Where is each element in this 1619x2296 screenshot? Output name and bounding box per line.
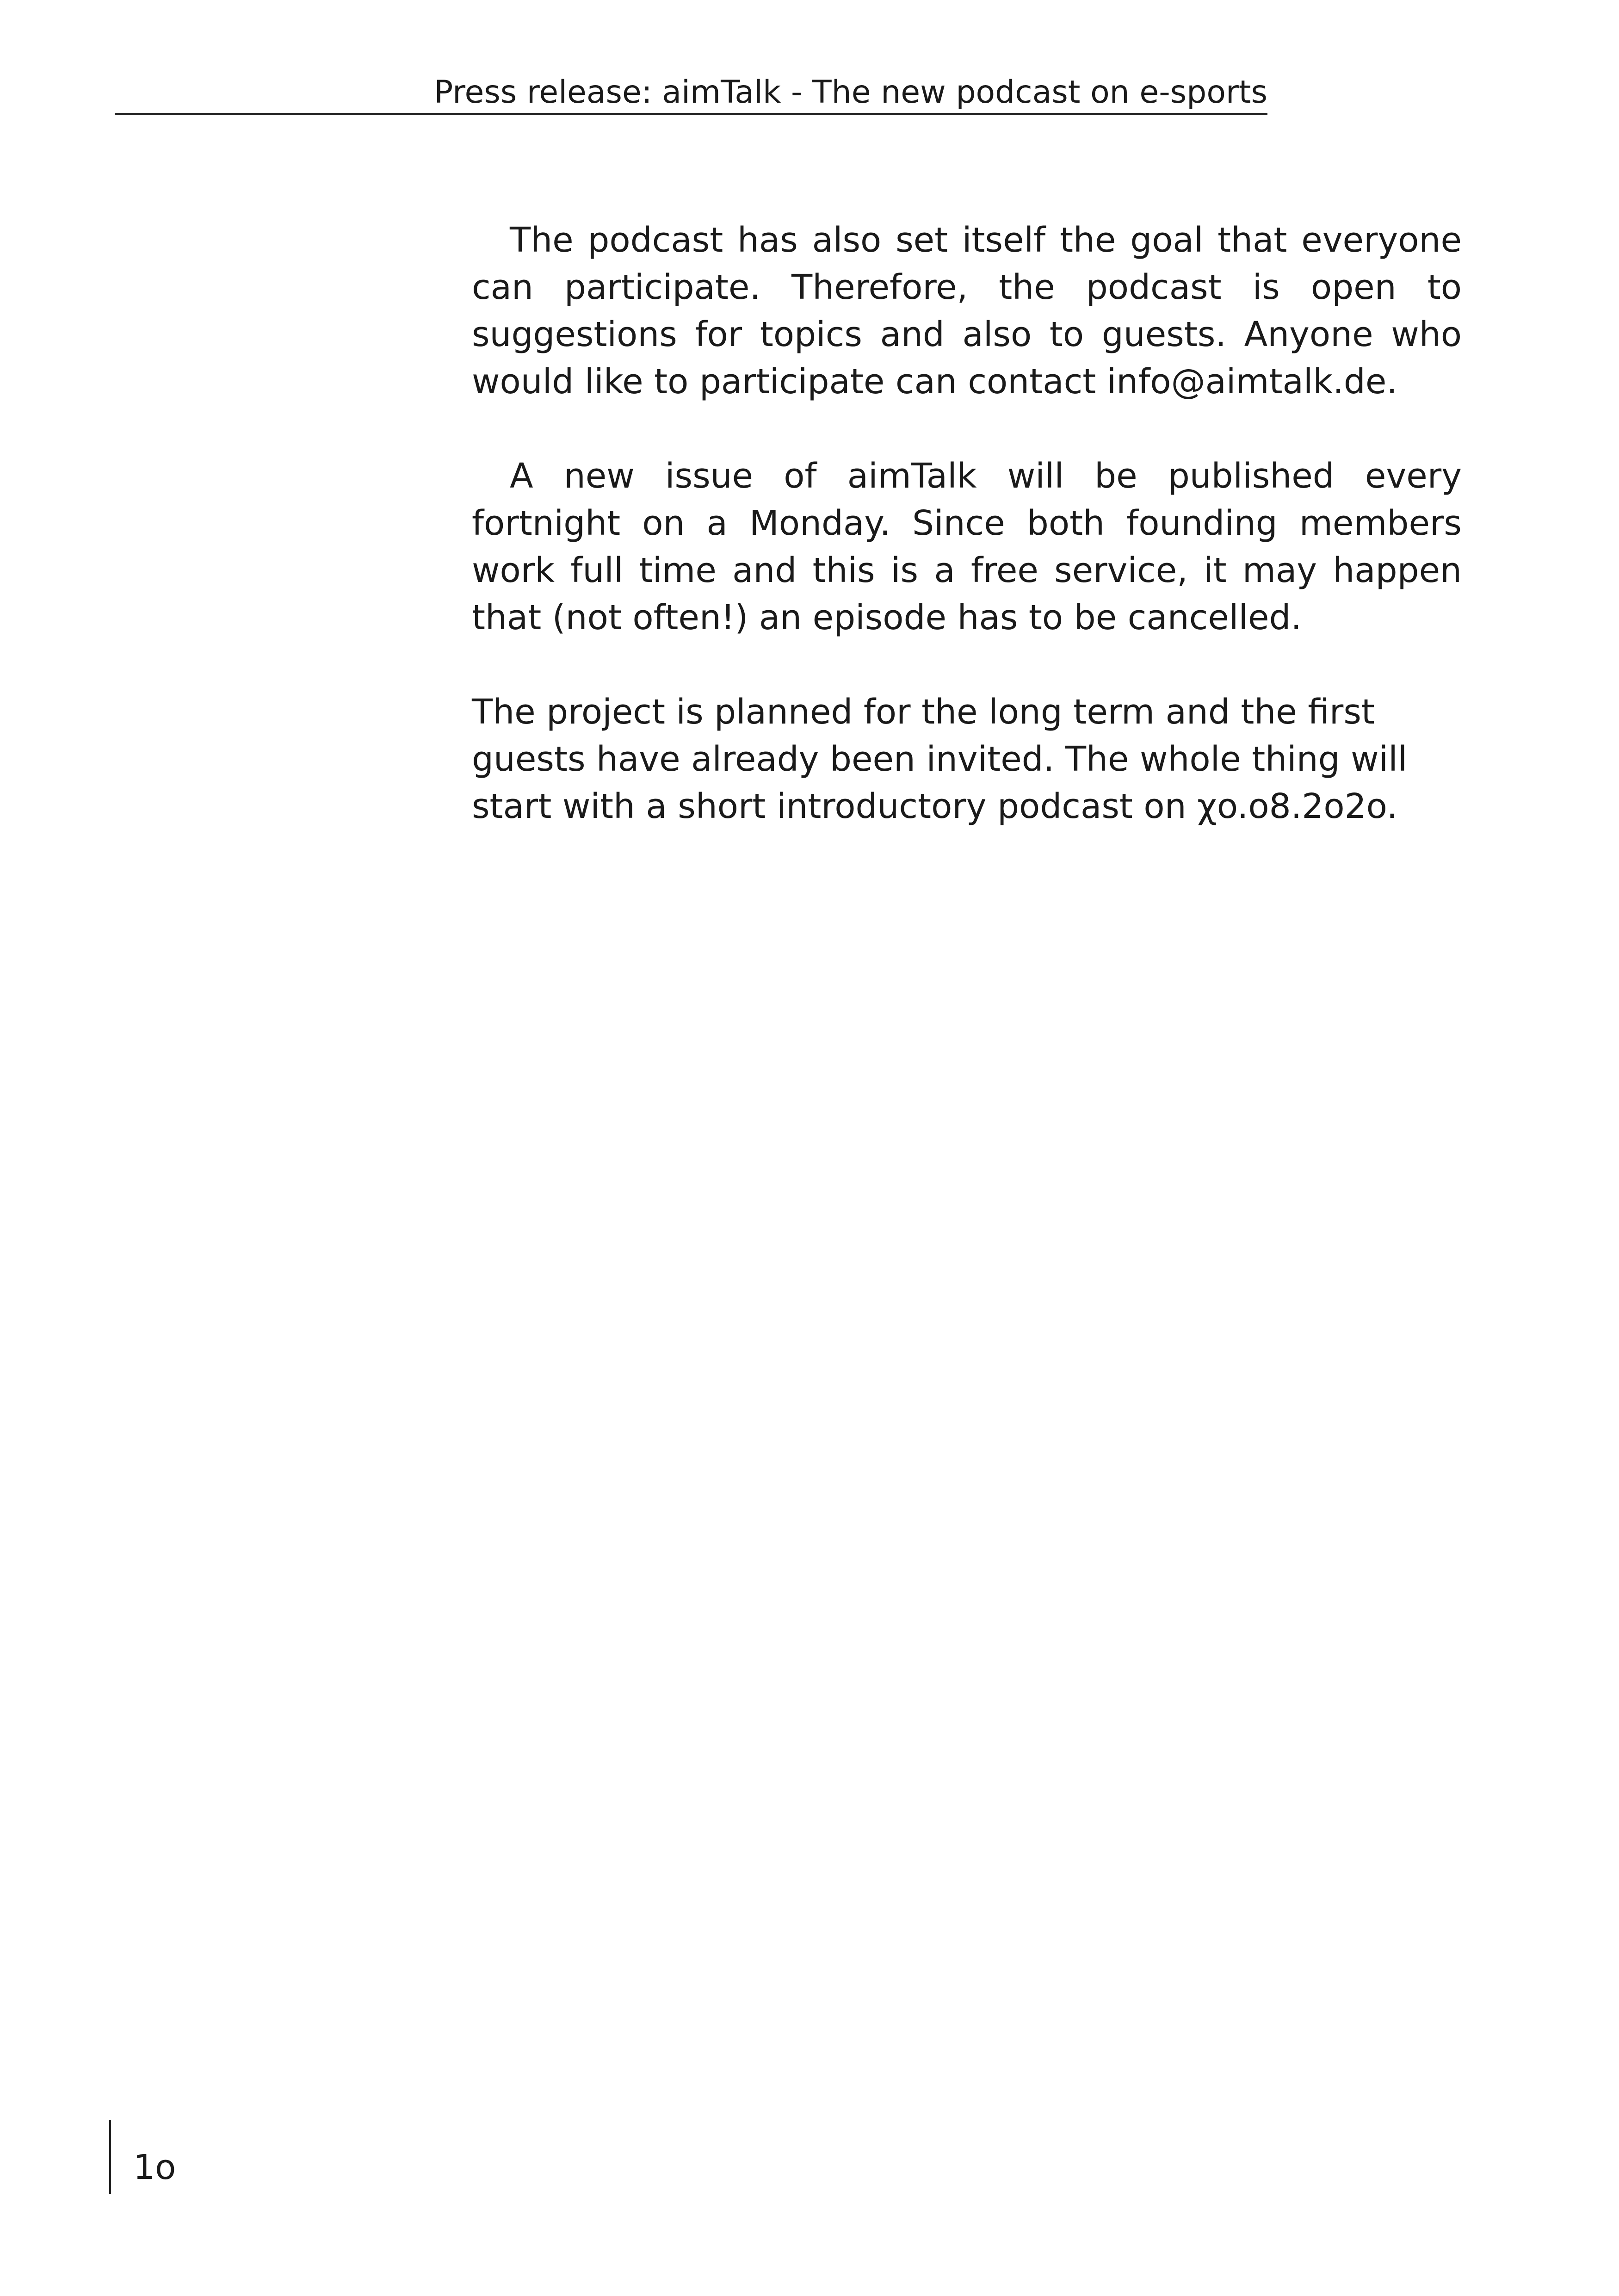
running-header-title: Press release: aimTalk - The new podcast on e-sports <box>434 74 1267 111</box>
paragraph-schedule: A new issue of aimTalk will be published every fortnight on a Monday. Since both founding members work full time and this is a free service, it may happen that (not often!) an episode has to be cancelled. <box>472 456 1462 637</box>
page-number: 1o <box>133 2147 176 2187</box>
paragraph-project-start: The project is planned for the long term and the first guests have already been invited. The whole thing will start with a short introductory podcast on χo.o8.2o2o. <box>472 692 1408 826</box>
page-number-divider <box>109 2120 111 2194</box>
body-text <box>472 217 1462 877</box>
running-header <box>115 69 1267 115</box>
paragraph-participation: The podcast has also set itself the goal that everyone can participate. Therefore, the podcast is open to suggestions for topics and also to guests. Anyone who would like to participate can contact info@aimtalk.de. <box>472 220 1462 402</box>
